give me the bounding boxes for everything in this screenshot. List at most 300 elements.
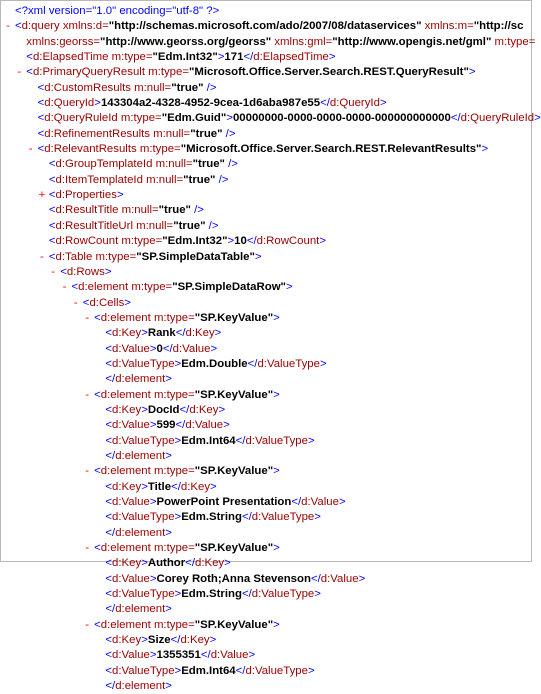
xml-attribute-value: "true" <box>183 173 216 186</box>
xml-bracket: < <box>48 158 56 171</box>
xml-bracket: > <box>124 296 131 309</box>
xml-attribute-value: "Microsoft.Office.Server.Search.REST.QueryResult" <box>189 66 469 79</box>
xml-bracket: /> <box>205 219 219 232</box>
xml-line-content <box>94 541 280 556</box>
xml-text-value: Edm.Double <box>181 357 248 370</box>
xml-bracket: > <box>149 496 157 508</box>
xml-element-name: d:Key <box>112 557 142 570</box>
xml-line-content <box>105 633 216 648</box>
xml-bracket: < <box>105 403 113 416</box>
xml-document <box>1 4 541 694</box>
xml-element-name: d:RowCount <box>55 235 119 248</box>
xml-element-name: d:RowCount <box>256 235 320 248</box>
xml-bracket: </ <box>243 51 254 64</box>
xml-element-name: d:Value <box>112 572 150 585</box>
xml-line-content <box>49 219 219 234</box>
xml-bracket: < <box>48 250 56 263</box>
xml-attribute: m:type= <box>150 388 195 401</box>
xml-line <box>1 449 531 464</box>
xml-element-name: d:ValueType <box>245 434 308 447</box>
xml-element-name: d:PrimaryQueryResult <box>32 66 145 79</box>
xml-bracket: </ <box>310 572 321 585</box>
xml-bracket: > <box>94 97 101 110</box>
xml-line <box>1 556 531 571</box>
xml-line-content <box>105 326 221 341</box>
xml-line-content <box>105 587 321 602</box>
xml-text-value: 1355351 <box>156 649 201 662</box>
xml-element-name: d:Key <box>112 327 142 340</box>
xml-element-name: d:element <box>100 311 151 324</box>
xml-bracket: > <box>254 250 262 263</box>
xml-bracket: < <box>105 357 113 370</box>
xml-text-value: Author <box>147 557 186 570</box>
xml-line-content <box>105 572 365 587</box>
xml-attribute: m:type= <box>108 51 153 64</box>
xml-attribute-value: "SP.KeyValue" <box>194 542 274 555</box>
xml-line <box>1 418 531 433</box>
xml-line <box>1 111 541 126</box>
xml-element-name: d:ValueType <box>112 357 175 370</box>
collapse-node-toggle[interactable]: - <box>51 265 56 278</box>
xml-element-name: d:ValueType <box>112 588 175 601</box>
xml-bracket: < <box>26 66 33 79</box>
xml-text-value: Edm.Int64 <box>181 664 236 677</box>
xml-bracket: > <box>307 664 315 677</box>
xml-bracket: < <box>105 634 113 647</box>
xml-attribute: m:type= <box>150 542 195 555</box>
xml-line <box>1 280 531 295</box>
xml-bracket: < <box>105 496 113 508</box>
xml-bracket: > <box>116 189 124 202</box>
xml-bracket: > <box>248 649 256 662</box>
xml-line-content <box>38 81 217 96</box>
xml-line <box>1 157 531 172</box>
xml-text-value: 00000000-0000-0000-0000-000000000000 <box>232 112 451 125</box>
xml-line-content <box>105 449 172 464</box>
xml-bracket: < <box>105 664 113 677</box>
xml-bracket: > <box>273 388 280 401</box>
xml-bracket: > <box>481 143 489 156</box>
xml-bracket: > <box>141 634 148 647</box>
xml-bracket: > <box>218 403 226 416</box>
xml-line-content <box>49 250 262 265</box>
xml-line <box>1 96 531 111</box>
xml-element-name: d:Value <box>112 419 150 432</box>
xml-attribute: m:type= <box>150 311 195 324</box>
xml-bracket: > <box>338 496 346 508</box>
xml-bracket: < <box>105 649 113 662</box>
xml-bracket: > <box>307 434 315 447</box>
collapse-node-toggle[interactable]: - <box>6 20 10 33</box>
xml-attribute-value: "true" <box>173 219 206 232</box>
xml-bracket: < <box>105 327 113 340</box>
xml-bracket: < <box>26 51 33 64</box>
xml-attribute: m:null= <box>130 81 172 94</box>
xml-bracket: < <box>60 265 67 278</box>
xml-text-value: Size <box>147 634 171 647</box>
xml-element-name: d:RefinementResults <box>44 127 150 140</box>
xml-bracket: > <box>273 465 280 478</box>
xml-line-content <box>49 234 326 249</box>
xml-line-content <box>94 618 280 633</box>
xml-attribute: m:null= <box>132 219 174 232</box>
xml-line <box>1 372 531 387</box>
collapse-node-toggle[interactable]: - <box>85 465 89 478</box>
xml-bracket: > <box>217 51 225 64</box>
collapse-node-toggle[interactable]: - <box>85 311 89 324</box>
xml-attribute-value: "SP.KeyValue" <box>194 618 274 631</box>
xml-text-value: Edm.String <box>181 511 242 524</box>
xml-line <box>1 495 531 510</box>
xml-bracket: < <box>48 204 56 217</box>
xml-bracket: > <box>273 311 280 324</box>
xml-bracket: < <box>48 219 56 232</box>
xml-line-content <box>105 526 172 541</box>
xml-attribute-value: "true" <box>158 204 191 217</box>
xml-attribute-value: "Edm.Int32" <box>162 235 228 248</box>
xml-text-value: DocId <box>147 403 180 416</box>
xml-attribute-value: "SP.KeyValue" <box>194 311 274 324</box>
xml-line-content <box>26 50 335 65</box>
xml-attribute-value: "http://sc <box>473 20 524 33</box>
xml-element-name: d:Value <box>112 649 150 662</box>
xml-line <box>1 664 531 679</box>
xml-element-name: d:element <box>100 618 151 631</box>
xml-attribute-value: "SP.KeyValue" <box>194 388 274 401</box>
xml-bracket: > <box>174 511 182 524</box>
xml-text-value: 143304a2-4328-4952-9cea-1d6aba987e55 <box>100 97 321 110</box>
xml-element-name: d:ResultTitle <box>55 204 119 217</box>
collapse-node-toggle[interactable]: - <box>28 143 33 156</box>
xml-bracket: > <box>273 618 280 631</box>
xml-element-name: d:element <box>115 373 166 386</box>
xml-element-name: d:Key <box>195 557 225 570</box>
xml-bracket: </ <box>200 649 211 662</box>
xml-bracket: < <box>105 588 113 601</box>
xml-element-name: d:Rows <box>66 265 105 278</box>
xml-line-content <box>105 648 255 663</box>
xml-bracket: > <box>319 235 326 248</box>
xml-text-value: Corey Roth;Anna Stevenson <box>156 572 311 585</box>
xml-bracket: < <box>94 618 101 631</box>
xml-attribute: m:type= <box>118 235 163 248</box>
xml-line <box>1 480 531 495</box>
xml-bracket: > <box>209 634 217 647</box>
xml-element-name: d:query <box>21 20 60 33</box>
xml-bracket: > <box>174 588 182 601</box>
xml-line-content <box>49 203 204 218</box>
xml-bracket: > <box>224 557 231 570</box>
xml-line <box>1 65 531 80</box>
xml-line-content <box>94 388 280 403</box>
xml-bracket: /> <box>215 173 229 186</box>
xml-line-content <box>105 510 321 525</box>
xml-bracket: </ <box>241 588 252 601</box>
xml-bracket: > <box>165 603 172 616</box>
xml-bracket: > <box>210 342 218 355</box>
xml-bracket: > <box>273 542 280 555</box>
xml-element-name: d:Properties <box>55 189 117 202</box>
xml-line <box>1 173 531 188</box>
xml-element-name: d:Value <box>210 649 249 662</box>
xml-bracket: /> <box>224 158 238 171</box>
xml-line-content <box>49 173 229 188</box>
xml-line <box>1 50 531 65</box>
xml-bracket: < <box>15 20 22 33</box>
xml-line <box>1 648 531 663</box>
xml-line-content <box>72 280 293 295</box>
xml-bracket: < <box>94 311 101 324</box>
xml-bracket: > <box>104 265 112 278</box>
xml-attribute-value: "http://www.georss.org/georss" <box>100 35 272 48</box>
xml-line-content <box>38 96 387 111</box>
xml-line <box>1 342 531 357</box>
xml-element-name: d:ItemTemplateId <box>55 173 143 186</box>
xml-line <box>1 403 531 418</box>
xml-attribute-value: "Microsoft.Office.Server.Search.REST.RelevantResults" <box>180 143 482 156</box>
xml-bracket: > <box>468 66 476 79</box>
xml-bracket: > <box>149 419 157 432</box>
collapse-node-toggle[interactable]: - <box>85 618 89 631</box>
xml-bracket: </ <box>247 357 258 370</box>
collapse-node-toggle[interactable]: - <box>73 296 78 309</box>
xml-line-content <box>38 142 489 157</box>
xml-element-name: d:Value <box>172 342 211 355</box>
xml-line <box>1 296 531 311</box>
xml-bracket: </ <box>105 526 116 539</box>
xml-bracket: /> <box>190 204 204 217</box>
xml-line-content <box>94 464 280 479</box>
xml-element-name: d:Cells <box>89 296 125 309</box>
xml-element-name: d:element <box>115 603 166 616</box>
xml-attribute: xmlns:d= <box>59 20 109 33</box>
xml-attribute: m:type= <box>117 112 162 125</box>
xml-bracket: > <box>314 588 321 601</box>
xml-line-content <box>105 602 172 617</box>
xml-line <box>1 326 531 341</box>
xml-line-content <box>49 157 238 172</box>
xml-bracket: > <box>141 557 148 570</box>
xml-attribute-value: "true" <box>192 158 225 171</box>
xml-bracket: </ <box>175 327 186 340</box>
xml-attribute-value: "true" <box>190 127 223 140</box>
xml-line <box>1 572 531 587</box>
xml-line <box>1 19 531 34</box>
xml-line <box>1 142 531 157</box>
xml-element-name: d:Value <box>185 419 224 432</box>
xml-bracket: > <box>165 449 172 462</box>
xml-element-name: d:ValueType <box>257 357 320 370</box>
xml-element-name: d:element <box>115 526 166 539</box>
xml-line-content <box>105 372 172 387</box>
xml-bracket: > <box>285 281 293 294</box>
xml-element-name: d:ElapsedTime <box>253 51 329 64</box>
xml-element-name: d:ValueType <box>251 511 315 524</box>
xml-line <box>1 434 531 449</box>
xml-text-value: 10 <box>234 235 247 248</box>
xml-bracket: > <box>149 572 157 585</box>
xml-attribute: m:null= <box>152 158 193 171</box>
xml-bracket: </ <box>241 511 252 524</box>
xml-line <box>1 618 531 633</box>
collapse-node-toggle[interactable]: - <box>62 281 67 294</box>
xml-line-content <box>26 65 475 80</box>
collapse-node-toggle[interactable]: - <box>85 388 89 401</box>
xml-bracket: </ <box>320 97 330 110</box>
xml-line-content <box>15 4 219 19</box>
xml-bracket: < <box>37 143 45 156</box>
xml-text-value: 599 <box>156 419 176 432</box>
xml-element-name: d:element <box>115 680 166 693</box>
xml-element-name: d:Key <box>180 480 211 493</box>
xml-element-name: d:ValueType <box>112 664 175 677</box>
xml-element-name: d:Value <box>320 572 359 585</box>
xml-bracket: < <box>94 542 101 555</box>
xml-line-content <box>105 357 326 372</box>
xml-bracket: > <box>223 419 230 432</box>
xml-bracket: </ <box>105 449 116 462</box>
xml-bracket: </ <box>246 235 257 248</box>
xml-element-name: d:element <box>78 281 129 294</box>
xml-line-content <box>105 556 230 571</box>
xml-element-name: d:ValueType <box>245 664 308 677</box>
xml-element-name: d:QueryRuleId <box>460 112 535 125</box>
xml-line <box>1 81 531 96</box>
xml-bracket: </ <box>179 403 190 416</box>
xml-attribute-value: "SP.SimpleDataRow" <box>172 281 286 294</box>
xml-line <box>1 602 531 617</box>
xml-line <box>1 4 531 19</box>
xml-line-content <box>105 403 225 418</box>
xml-element-name: d:element <box>100 542 151 555</box>
xml-element-name: d:Value <box>112 496 150 508</box>
xml-element-name: d:element <box>115 449 166 462</box>
xml-bracket: > <box>314 511 321 524</box>
xml-declaration: <?xml version="1.0" encoding="utf-8" ?> <box>15 5 220 17</box>
xml-element-name: d:Value <box>301 496 339 508</box>
xml-attribute: m:type= <box>145 66 189 79</box>
xml-bracket: < <box>48 189 56 202</box>
xml-line <box>1 219 531 234</box>
xml-bracket: < <box>37 112 45 125</box>
xml-bracket: </ <box>105 680 116 693</box>
xml-element-name: d:Key <box>180 634 210 647</box>
xml-line <box>1 311 531 326</box>
xml-bracket: < <box>105 342 113 355</box>
xml-element-name: d:Value <box>112 342 150 355</box>
xml-element-name: d:ElapsedTime <box>32 51 109 64</box>
collapse-node-toggle[interactable]: - <box>17 66 22 79</box>
expand-node-toggle[interactable]: + <box>38 189 46 202</box>
xml-element-name: d:ResultTitleUrl <box>55 219 133 232</box>
xml-bracket: < <box>105 511 113 524</box>
xml-bracket: > <box>165 526 172 539</box>
xml-bracket: < <box>105 572 113 585</box>
xml-bracket: < <box>37 97 45 110</box>
xml-attribute: m:null= <box>142 173 184 186</box>
xml-line <box>1 234 531 249</box>
xml-bracket: > <box>141 327 148 340</box>
xml-bracket: < <box>105 557 113 570</box>
xml-line-content <box>83 296 131 311</box>
xml-line <box>1 679 531 694</box>
xml-line-content <box>105 495 345 510</box>
xml-element-name: d:element <box>100 465 151 478</box>
xml-line-content <box>15 19 523 34</box>
xml-text-value: PowerPoint Presentation <box>156 496 292 508</box>
xml-bracket: > <box>319 357 327 370</box>
xml-element-name: d:ValueType <box>251 588 315 601</box>
collapse-node-toggle[interactable]: - <box>39 250 44 263</box>
xml-bracket: < <box>105 480 113 493</box>
xml-attribute: m:type= <box>150 618 195 631</box>
xml-bracket: > <box>210 480 217 493</box>
xml-line <box>1 587 531 602</box>
xml-element-name: d:QueryId <box>329 97 380 110</box>
xml-bracket: < <box>71 281 79 294</box>
xml-attribute-value: "http://www.opengis.net/gml" <box>332 35 492 48</box>
xml-attribute: m:type= <box>136 143 181 156</box>
xml-line <box>1 203 531 218</box>
xml-attribute: m:type= <box>491 35 536 48</box>
xml-line <box>1 127 531 142</box>
xml-line <box>1 250 531 265</box>
xml-line-content <box>105 342 217 357</box>
xml-line-content <box>105 418 229 433</box>
xml-bracket: > <box>174 357 182 370</box>
xml-attribute-value: "SP.SimpleDataTable" <box>136 250 255 263</box>
xml-line <box>1 357 531 372</box>
xml-line-content <box>38 111 541 126</box>
xml-element-name: d:QueryRuleId <box>44 112 118 125</box>
xml-line <box>1 526 531 541</box>
xml-attribute: xmlns:georss= <box>26 35 101 48</box>
xml-attribute: xmlns:m= <box>421 20 474 33</box>
xml-bracket: </ <box>162 342 173 355</box>
xml-bracket: < <box>48 235 56 248</box>
xml-line-content <box>49 188 124 203</box>
xml-bracket: </ <box>175 419 186 432</box>
xml-bracket: /> <box>222 127 236 140</box>
xml-attribute-value: "Edm.Guid" <box>161 112 227 125</box>
xml-bracket: </ <box>170 634 181 647</box>
xml-attribute-value: "true" <box>171 81 204 94</box>
xml-bracket: </ <box>291 496 302 508</box>
xml-bracket: </ <box>235 664 246 677</box>
xml-bracket: > <box>141 403 148 416</box>
xml-attribute: m:type= <box>128 281 173 294</box>
xml-bracket: > <box>379 97 387 110</box>
xml-bracket: > <box>534 112 541 125</box>
collapse-node-toggle[interactable]: - <box>85 542 89 555</box>
xml-line-content <box>105 679 172 694</box>
xml-bracket: </ <box>171 480 181 493</box>
xml-bracket: > <box>358 572 366 585</box>
xml-attribute: xmlns:gml= <box>271 35 333 48</box>
xml-attribute-value: "http://schemas.microsoft.com/ado/2007/08/dataservices" <box>108 20 422 33</box>
xml-attribute: m:null= <box>149 127 191 140</box>
xml-bracket: > <box>227 235 235 248</box>
xml-text-value: Title <box>147 480 172 493</box>
xml-line-content <box>105 664 314 679</box>
xml-element-name: d:Key <box>112 403 142 416</box>
xml-line-content <box>105 434 314 449</box>
xml-text-value: 171 <box>224 51 244 64</box>
xml-bracket: </ <box>105 603 116 616</box>
xml-bracket: > <box>226 112 233 125</box>
xml-line-content <box>38 127 236 142</box>
xml-element-name: d:Key <box>112 480 142 493</box>
